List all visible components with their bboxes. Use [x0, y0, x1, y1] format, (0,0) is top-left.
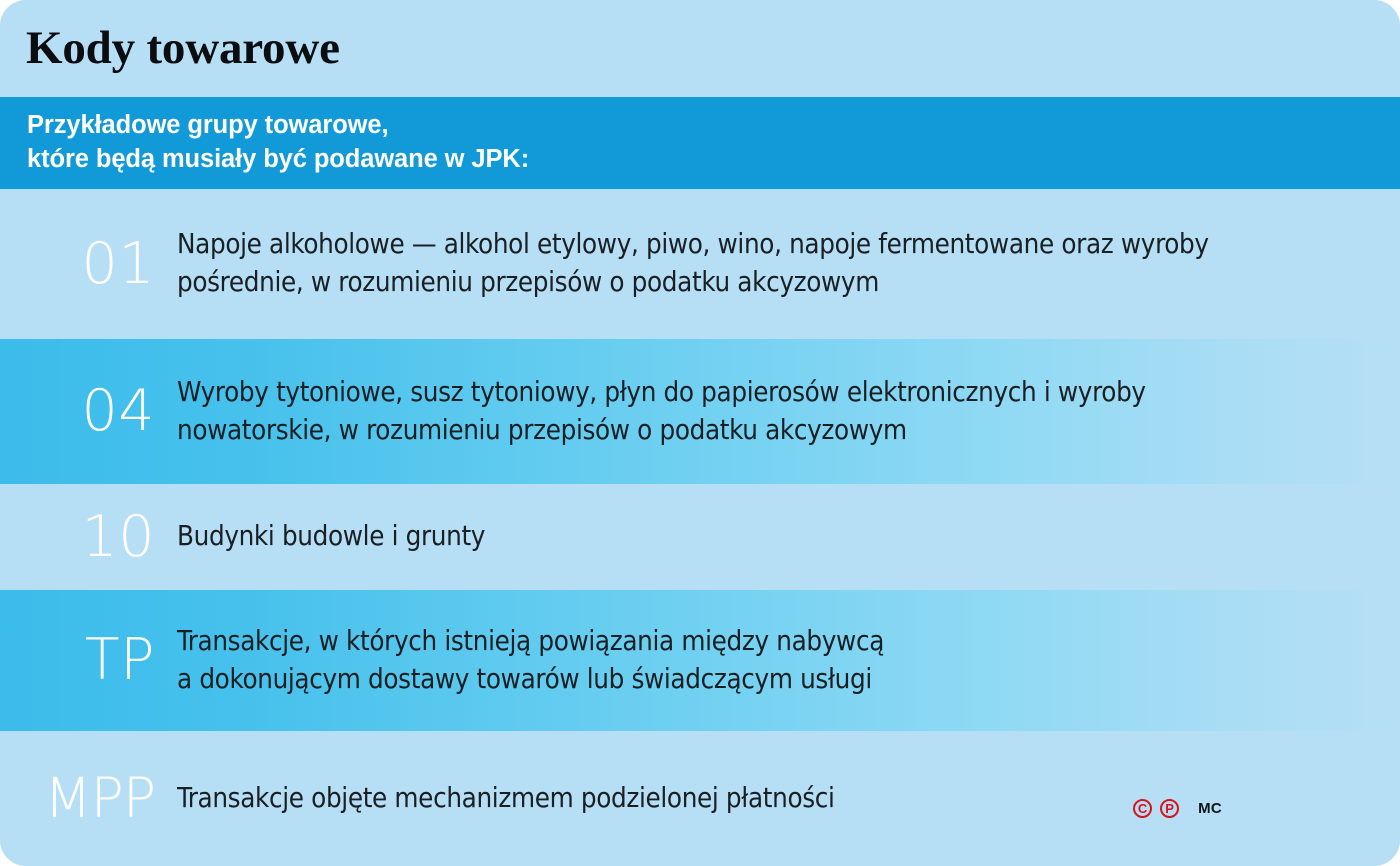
code-description [155, 374, 1400, 449]
code-row [0, 484, 1400, 590]
code-label: TP [84, 627, 155, 693]
code-description [155, 226, 1400, 301]
publisher-name: MC [1198, 800, 1222, 817]
subtitle-band [0, 97, 1400, 189]
code-row [0, 339, 1400, 484]
code-description-line: a dokonującym dostawy towarów lub świadczącym usługi [177, 662, 872, 695]
title-band [0, 0, 1400, 97]
code-rows-list [0, 189, 1400, 866]
code-description-line: Wyroby tytoniowe, susz tytoniowy, płyn do papierosów elektronicznych i wyroby [177, 375, 1146, 408]
code-label: 04 [81, 378, 155, 444]
phonogram-icon: P [1160, 799, 1179, 818]
subtitle-line-2: które będą musiały być podawane w JPK: [27, 145, 530, 173]
code-description-line: Napoje alkoholowe — alkohol etylowy, piwo, wino, napoje fermentowane oraz wyroby [177, 228, 1209, 261]
code-description-line: Transakcje, w których istnieją powiązania między nabywcą [177, 624, 885, 657]
code-description [155, 623, 1400, 698]
code-description-line: Budynki budowle i grunty [177, 520, 486, 553]
code-description-line: Transakcje objęte mechanizmem podzielonej płatności [177, 781, 835, 814]
code-description-line: pośrednie, w rozumieniu przepisów o podatku akcyzowym [177, 266, 879, 298]
code-description-line: nowatorskie, w rozumieniu przepisów o podatku akcyzowym [177, 413, 907, 446]
page-title: Kody towarowe [26, 22, 340, 74]
publisher-logo [1133, 799, 1222, 818]
code-row [0, 590, 1400, 731]
code-row [0, 189, 1400, 339]
code-label: 10 [81, 503, 155, 570]
subtitle-line-1: Przykładowe grupy towarowe, [27, 111, 389, 140]
code-label: MPP [44, 766, 155, 830]
copyright-icon: C [1133, 799, 1152, 818]
code-label: 01 [81, 230, 155, 297]
code-description [155, 518, 1400, 556]
